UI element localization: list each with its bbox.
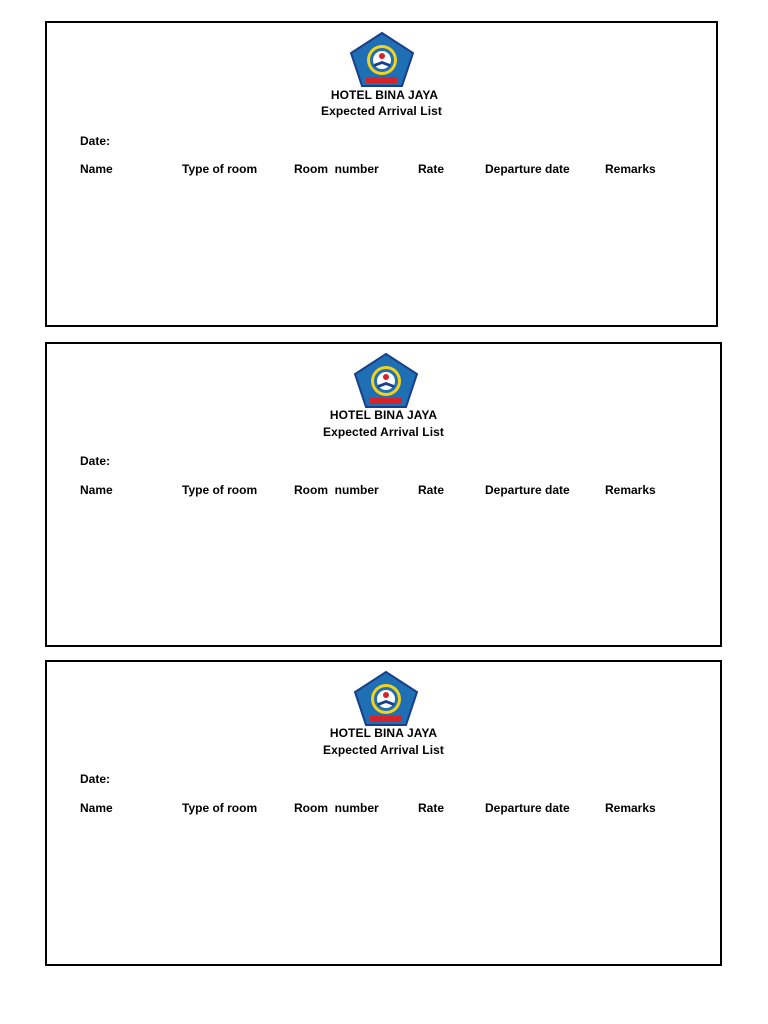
column-header-type-of-room: Type of room — [182, 483, 258, 497]
column-header-departure-date: Departure date — [485, 483, 570, 497]
column-header-remarks: Remarks — [605, 162, 656, 176]
column-header-name: Name — [80, 801, 113, 815]
list-title: Expected Arrival List — [320, 104, 443, 118]
hotel-logo-icon — [348, 31, 416, 89]
hotel-name: HOTEL BINA JAYA — [329, 726, 438, 740]
column-header-room-number: Room number — [294, 483, 379, 497]
column-headers — [47, 801, 720, 817]
date-label: Date: — [80, 772, 111, 786]
column-headers — [47, 483, 720, 499]
hotel-name: HOTEL BINA JAYA — [330, 88, 439, 102]
column-header-room-number: Room number — [294, 162, 379, 176]
column-header-departure-date: Departure date — [485, 801, 570, 815]
list-title: Expected Arrival List — [322, 425, 445, 439]
arrival-list-form-2 — [45, 342, 722, 647]
column-header-rate: Rate — [418, 483, 445, 497]
column-header-rate: Rate — [418, 162, 445, 176]
arrival-list-form-1 — [45, 21, 718, 327]
date-label: Date: — [80, 454, 111, 468]
column-headers — [47, 162, 716, 178]
column-header-room-number: Room number — [294, 801, 379, 815]
column-header-name: Name — [80, 483, 113, 497]
hotel-logo-icon — [352, 352, 420, 410]
arrival-list-form-3 — [45, 660, 722, 966]
column-header-name: Name — [80, 162, 113, 176]
column-header-departure-date: Departure date — [485, 162, 570, 176]
list-title: Expected Arrival List — [322, 743, 445, 757]
date-label: Date: — [80, 134, 111, 148]
column-header-type-of-room: Type of room — [182, 801, 258, 815]
column-header-type-of-room: Type of room — [182, 162, 258, 176]
column-header-remarks: Remarks — [605, 801, 656, 815]
hotel-name: HOTEL BINA JAYA — [329, 408, 438, 422]
column-header-remarks: Remarks — [605, 483, 656, 497]
column-header-rate: Rate — [418, 801, 445, 815]
hotel-logo-icon — [352, 670, 420, 728]
